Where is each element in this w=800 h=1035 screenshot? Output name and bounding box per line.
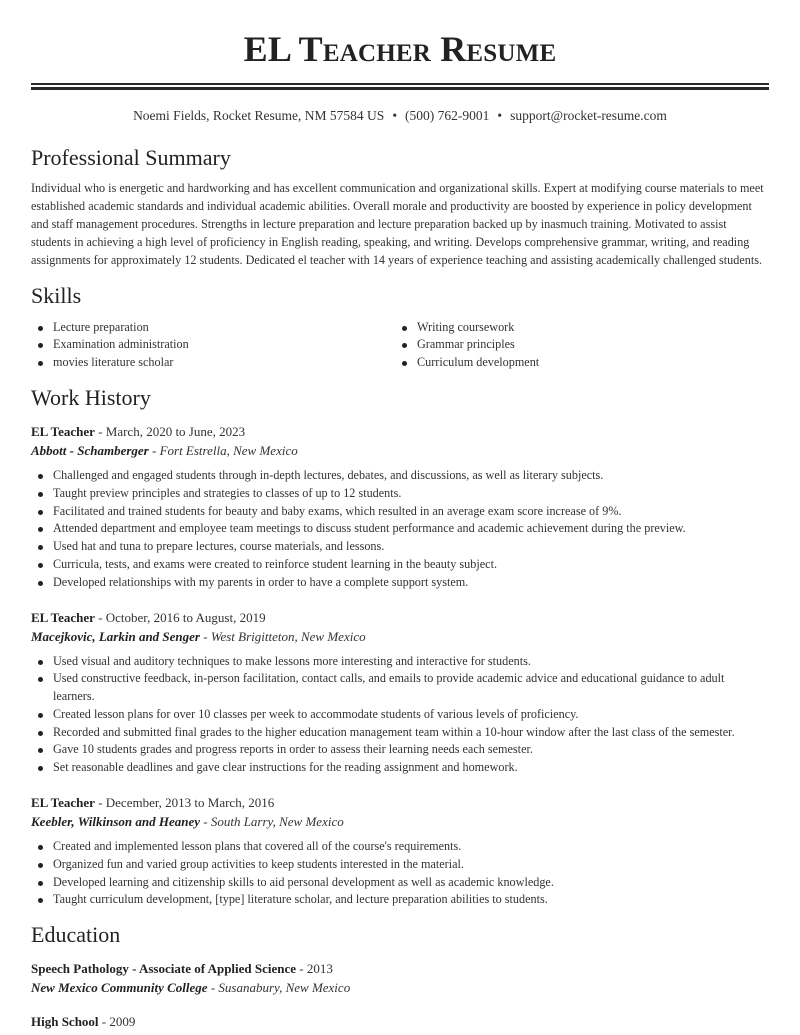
job-bullets (31, 467, 769, 592)
skills-list (31, 319, 769, 372)
work-history-heading: Work History (31, 384, 151, 410)
job-bullet: Created lesson plans for over 10 classes per week to accommodate students of various levels of proficiency. (31, 706, 769, 724)
school-name: New Mexico Community College (31, 980, 208, 996)
contact-email: support@rocket-resume.com (510, 108, 667, 123)
job-title-line (31, 793, 769, 812)
contact-line (31, 107, 769, 125)
job-bullet: Taught curriculum development, [type] literature scholar, and lecture preparation abilities to students. (31, 891, 769, 909)
skill-item: Writing coursework (395, 319, 759, 337)
job-dates: - March, 2020 to June, 2023 (98, 423, 246, 439)
skills-column-right (395, 319, 759, 372)
job-dates: - October, 2016 to August, 2019 (98, 609, 266, 625)
title-divider-thick (31, 87, 769, 90)
education-entry (31, 1012, 769, 1031)
job-dates: - December, 2013 to March, 2016 (98, 795, 275, 811)
job-bullets (31, 653, 769, 778)
job-bullets (31, 838, 769, 909)
job-title-line (31, 422, 769, 441)
job-bullet: Organized fun and varied group activities to keep students interested in the material. (31, 856, 769, 874)
job-bullet: Developed learning and citizenship skills to aid personal development as well as academic knowledge. (31, 874, 769, 892)
employer-line (31, 627, 769, 646)
education-entry (31, 959, 769, 997)
skill-item: Examination administration (31, 336, 395, 354)
contact-name-address: Noemi Fields, Rocket Resume, NM 57584 US (133, 108, 385, 123)
employer-location: - South Larry, New Mexico (203, 814, 344, 830)
degree-year: - 2013 (299, 961, 333, 977)
degree-line (31, 959, 769, 978)
employer-location: - Fort Estrella, New Mexico (151, 442, 298, 458)
job-entry (31, 793, 769, 909)
skill-item: Grammar principles (395, 336, 759, 354)
job-bullet: Recorded and submitted final grades to the higher education management team within a 10-hour window after the last class of the semester. (31, 724, 769, 742)
skills-heading: Skills (31, 282, 82, 308)
contact-phone: (500) 762-9001 (405, 108, 490, 123)
summary-heading: Professional Summary (31, 145, 231, 170)
resume-page (31, 0, 769, 1031)
job-bullet: Developed relationships with my parents in order to have a complete support system. (31, 574, 769, 592)
job-title-line (31, 608, 769, 627)
job-title: EL Teacher (31, 423, 95, 439)
job-bullet: Set reasonable deadlines and gave clear instructions for the reading assignment and homework. (31, 759, 769, 777)
contact-separator: • (392, 108, 398, 123)
job-entry (31, 608, 769, 778)
job-bullet: Gave 10 students grades and progress reports in order to assess their learning needs each semester. (31, 741, 769, 759)
employer-name: Macejkovic, Larkin and Senger (31, 628, 200, 644)
degree-name: Speech Pathology - Associate of Applied Science (31, 961, 297, 977)
summary-text: Individual who is energetic and hardworking and has excellent communication and organizational skills. Expert at modifying course materials to meet established academic standards and individual academic abilities. Overall morale and productivity are boosted by experience in policy development and staff management procedures. Strengths in lecture preparation and lecture preparation backed up by inasmuch training. Motivated to assist students in achieving a high level of proficiency in English reading, speaking, and writing. Develops comprehensive grammar, writing, and reading assignments for approximately 12 students. Dedicated el teacher with 14 years of experience teaching and assisting academically challenged students. (31, 181, 764, 267)
job-bullet: Used constructive feedback, in-person facilitation, contact calls, and emails to provide academic advice and educational guidance to adult learners. (31, 670, 769, 706)
job-bullet: Used visual and auditory techniques to make lessons more interesting and interactive for students. (31, 653, 769, 671)
employer-name: Abbott - Schamberger (31, 442, 149, 458)
job-bullet: Created and implemented lesson plans that covered all of the course's requirements. (31, 838, 769, 856)
job-bullet: Used hat and tuna to prepare lectures, course materials, and lessons. (31, 538, 769, 556)
degree-name: High School (31, 1014, 99, 1030)
employer-location: - West Brigitteton, New Mexico (203, 628, 366, 644)
skill-item: movies literature scholar (31, 354, 395, 372)
school-location: - Susanabury, New Mexico (210, 980, 351, 996)
job-title: EL Teacher (31, 609, 95, 625)
job-bullet: Curricula, tests, and exams were created to reinforce student learning in the beauty subject. (31, 556, 769, 574)
skill-item: Curriculum development (395, 354, 759, 372)
job-title: EL Teacher (31, 795, 95, 811)
contact-separator: • (497, 108, 503, 123)
job-bullet: Challenged and engaged students through in-depth lectures, debates, and discussions, as well as literary subjects. (31, 467, 769, 485)
education-heading: Education (31, 922, 121, 948)
degree-line (31, 1012, 769, 1031)
job-bullet: Attended department and employee team meetings to discuss student performance and academic achievement during the preview. (31, 520, 769, 538)
employer-line (31, 441, 769, 460)
degree-year: - 2009 (101, 1014, 136, 1030)
school-line (31, 978, 769, 997)
job-bullet: Taught preview principles and strategies to classes of up to 12 students. (31, 485, 769, 503)
resume-title: EL Teacher Resume (243, 29, 557, 69)
employer-name: Keebler, Wilkinson and Heaney (31, 814, 201, 830)
skills-column-left (31, 319, 395, 372)
job-bullet: Facilitated and trained students for beauty and baby exams, which resulted in an average exam score increase of 9%. (31, 503, 769, 521)
job-entry (31, 422, 769, 592)
skill-item: Lecture preparation (31, 319, 395, 337)
employer-line (31, 812, 769, 831)
